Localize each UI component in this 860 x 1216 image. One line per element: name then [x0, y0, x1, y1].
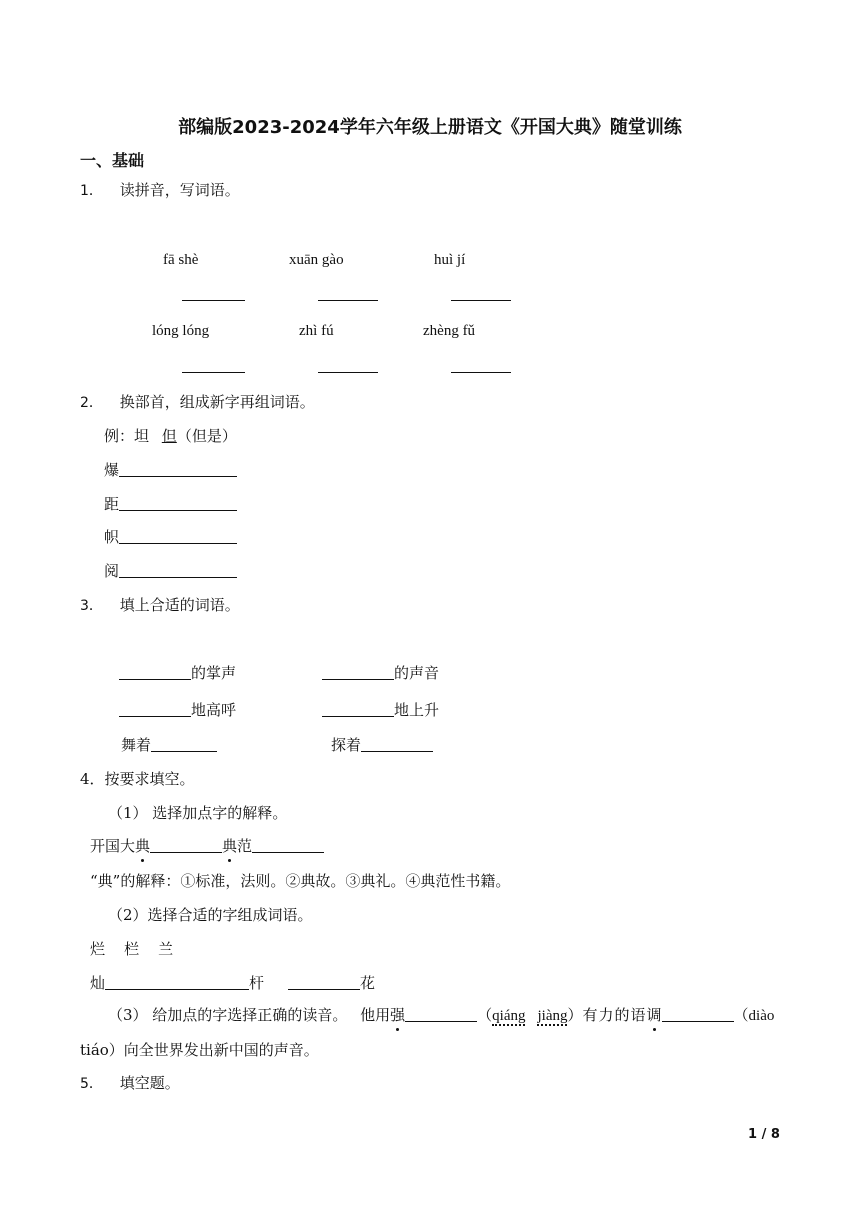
fill-text: 探着: [331, 736, 362, 754]
subquestion-3: [108, 1005, 774, 1026]
pinyin-item: zhì fú: [299, 323, 334, 339]
answer-blank[interactable]: [318, 300, 378, 301]
dotted-char: 典: [222, 837, 238, 855]
radical-char: 爆: [104, 461, 120, 479]
answer-blank[interactable]: [662, 1021, 734, 1022]
question-3: [80, 595, 240, 616]
answer-blank[interactable]: [451, 300, 511, 301]
fill-item: [331, 735, 433, 755]
answer-blank[interactable]: [451, 372, 511, 373]
fill-text: 舞着: [121, 736, 152, 754]
pinyin-item: xuān gào: [289, 252, 344, 268]
subquestion-label: （3） 给加点的字选择正确的读音。: [108, 1006, 348, 1024]
word-char: 灿: [90, 974, 106, 992]
page-number: 1 / 8: [748, 1127, 780, 1142]
question-prompt: 填空题。: [119, 1074, 180, 1092]
word-char: 花: [360, 974, 376, 992]
subquestion-1: （1） 选择加点字的解释。: [108, 804, 288, 822]
radical-item: [104, 494, 237, 514]
section-heading: 一、基础: [80, 151, 145, 170]
radical-item: [104, 561, 237, 581]
dotted-char: 典: [135, 837, 151, 855]
pinyin-option: qiáng: [492, 1008, 526, 1024]
example-char: 但: [161, 427, 177, 445]
fill-item: [322, 700, 439, 720]
char-options: 烂 栏 兰: [90, 940, 174, 958]
phrase-text: 开国大: [90, 837, 136, 855]
answer-blank[interactable]: [182, 300, 245, 301]
subquestion-1-phrases: [90, 836, 324, 856]
question-prompt: 填上合适的词语。: [119, 596, 240, 614]
pinyin-paren: ）: [567, 1006, 583, 1024]
answer-blank[interactable]: [150, 852, 222, 853]
pinyin-item: fā shè: [163, 252, 199, 268]
fill-item: [119, 700, 236, 720]
fill-item: [119, 663, 236, 683]
radical-char: 距: [104, 495, 120, 513]
document-title: 部编版2023-2024学年六年级上册语文《开国大典》随堂训练: [178, 117, 682, 138]
answer-blank[interactable]: [322, 679, 394, 680]
word-char: 杆: [249, 974, 265, 992]
pinyin-option: （diào: [733, 1008, 775, 1024]
radical-item: [104, 460, 237, 480]
pinyin-option: jiàng: [537, 1008, 568, 1024]
question-1: [80, 180, 240, 201]
answer-blank[interactable]: [182, 372, 245, 373]
answer-blank[interactable]: [322, 716, 394, 717]
radical-char: 帜: [104, 528, 120, 546]
dotted-char: 调: [646, 1006, 662, 1024]
question-number: 2．: [80, 395, 103, 411]
question-4: 4．按要求填空。: [80, 770, 195, 788]
radical-char: 阅: [104, 562, 120, 580]
example-line: [104, 426, 237, 446]
meaning-options: “典”的解释：①标准，法则。②典故。③典礼。④典范性书籍。: [90, 872, 511, 890]
fill-item: [121, 735, 217, 755]
fill-text: 地高呼: [191, 701, 237, 719]
subquestion-3-continued: tiáo）向全世界发出新中国的声音。: [80, 1041, 319, 1059]
answer-blank[interactable]: [288, 989, 360, 990]
answer-blank[interactable]: [119, 543, 237, 544]
sentence-text: 有力的语: [582, 1006, 647, 1024]
question-number: 5．: [80, 1076, 103, 1092]
question-number: 3．: [80, 598, 103, 614]
radical-item: [104, 527, 237, 547]
answer-blank[interactable]: [318, 372, 378, 373]
answer-blank[interactable]: [119, 577, 237, 578]
answer-blank[interactable]: [105, 989, 249, 990]
answer-blank[interactable]: [361, 751, 433, 752]
pinyin-item: zhèng fǔ: [423, 323, 476, 339]
question-prompt: 读拼音，写词语。: [119, 181, 240, 199]
question-5: [80, 1073, 180, 1094]
example-suffix: （但是）: [176, 427, 237, 445]
fill-text: 的声音: [394, 664, 440, 682]
dotted-char: 强: [390, 1006, 406, 1024]
answer-blank[interactable]: [151, 751, 217, 752]
answer-blank[interactable]: [119, 716, 191, 717]
answer-blank[interactable]: [119, 510, 237, 511]
question-number: 1．: [80, 183, 103, 199]
example-prefix: 例：坦: [104, 427, 150, 445]
phrase-text: 范: [237, 837, 253, 855]
answer-blank[interactable]: [119, 679, 191, 680]
question-prompt: 换部首，组成新字再组词语。: [119, 393, 315, 411]
question-2: [80, 392, 315, 413]
fill-item: [322, 663, 439, 683]
pinyin-item: huì jí: [434, 252, 466, 268]
fill-text: 的掌声: [191, 664, 237, 682]
pinyin-item: lóng lóng: [152, 323, 210, 339]
sentence-text: 他用: [360, 1006, 391, 1024]
answer-blank[interactable]: [119, 476, 237, 477]
answer-blank[interactable]: [405, 1021, 477, 1022]
pinyin-paren: （: [477, 1006, 493, 1024]
answer-blank[interactable]: [252, 852, 324, 853]
fill-text: 地上升: [394, 701, 440, 719]
subquestion-2-words: [90, 973, 375, 993]
subquestion-2: （2）选择合适的字组成词语。: [108, 906, 313, 924]
